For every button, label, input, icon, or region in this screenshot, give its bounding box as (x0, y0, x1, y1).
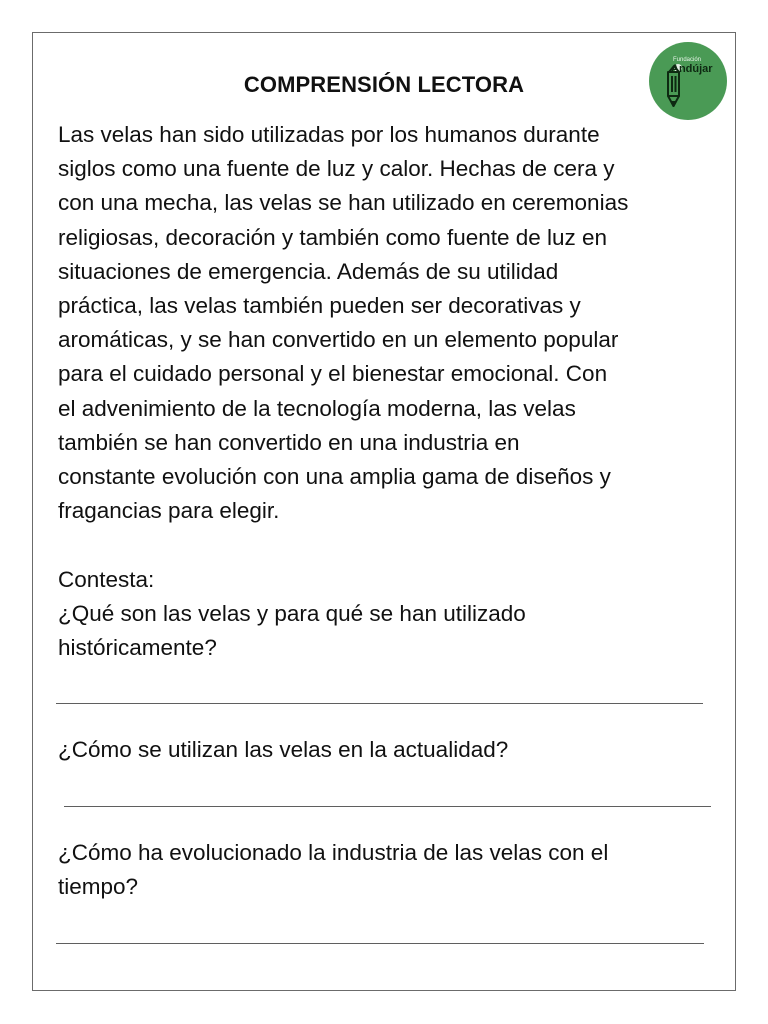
reading-paragraph (58, 118, 718, 528)
instruction-label: Contesta: (58, 567, 155, 592)
answer-line-2[interactable] (64, 806, 711, 807)
paragraph-line: siglos como una fuente de luz y calor. Hechas de cera y (58, 156, 615, 182)
paragraph-line: constante evolución con una amplia gama de diseños y (58, 464, 611, 490)
foundation-logo (649, 42, 727, 120)
logo-top-text: Fundación (673, 57, 702, 63)
paragraph-line: con una mecha, las velas se han utilizado en ceremonias (58, 190, 629, 216)
paragraph-line: práctica, las velas también pueden ser decorativas y (58, 293, 581, 319)
pencil-icon (649, 42, 727, 120)
logo-main-text: Andújar (671, 63, 713, 75)
paragraph-line: fragancias para elegir. (58, 498, 280, 524)
worksheet-title: COMPRENSIÓN LECTORA (243, 72, 525, 97)
question-3-line: ¿Cómo ha evolucionado la industria de las velas con el (58, 840, 609, 865)
answer-line-3[interactable] (56, 943, 704, 944)
question-3-line: tiempo? (58, 874, 139, 900)
paragraph-line: para el cuidado personal y el bienestar emocional. Con (58, 361, 608, 387)
question-1 (58, 597, 718, 665)
answer-line-1[interactable] (56, 703, 703, 704)
paragraph-line: aromáticas, y se han convertido en un elemento popular (58, 327, 619, 353)
paragraph-line: religiosas, decoración y también como fuente de luz en (58, 224, 608, 250)
paragraph-line: situaciones de emergencia. Además de su utilidad (58, 258, 559, 284)
question-2 (58, 733, 718, 767)
paragraph-line: el advenimiento de la tecnología moderna, las velas (58, 395, 576, 421)
question-1-line: históricamente? (58, 635, 217, 661)
paragraph-line: Las velas han sido utilizadas por los humanos durante (58, 122, 600, 147)
question-2-line: ¿Cómo se utilizan las velas en la actualidad? (58, 737, 509, 762)
question-1-line: ¿Qué son las velas y para qué se han utilizado (58, 601, 526, 626)
question-3 (58, 836, 718, 904)
paragraph-line: también se han convertido en una industria en (58, 429, 520, 455)
